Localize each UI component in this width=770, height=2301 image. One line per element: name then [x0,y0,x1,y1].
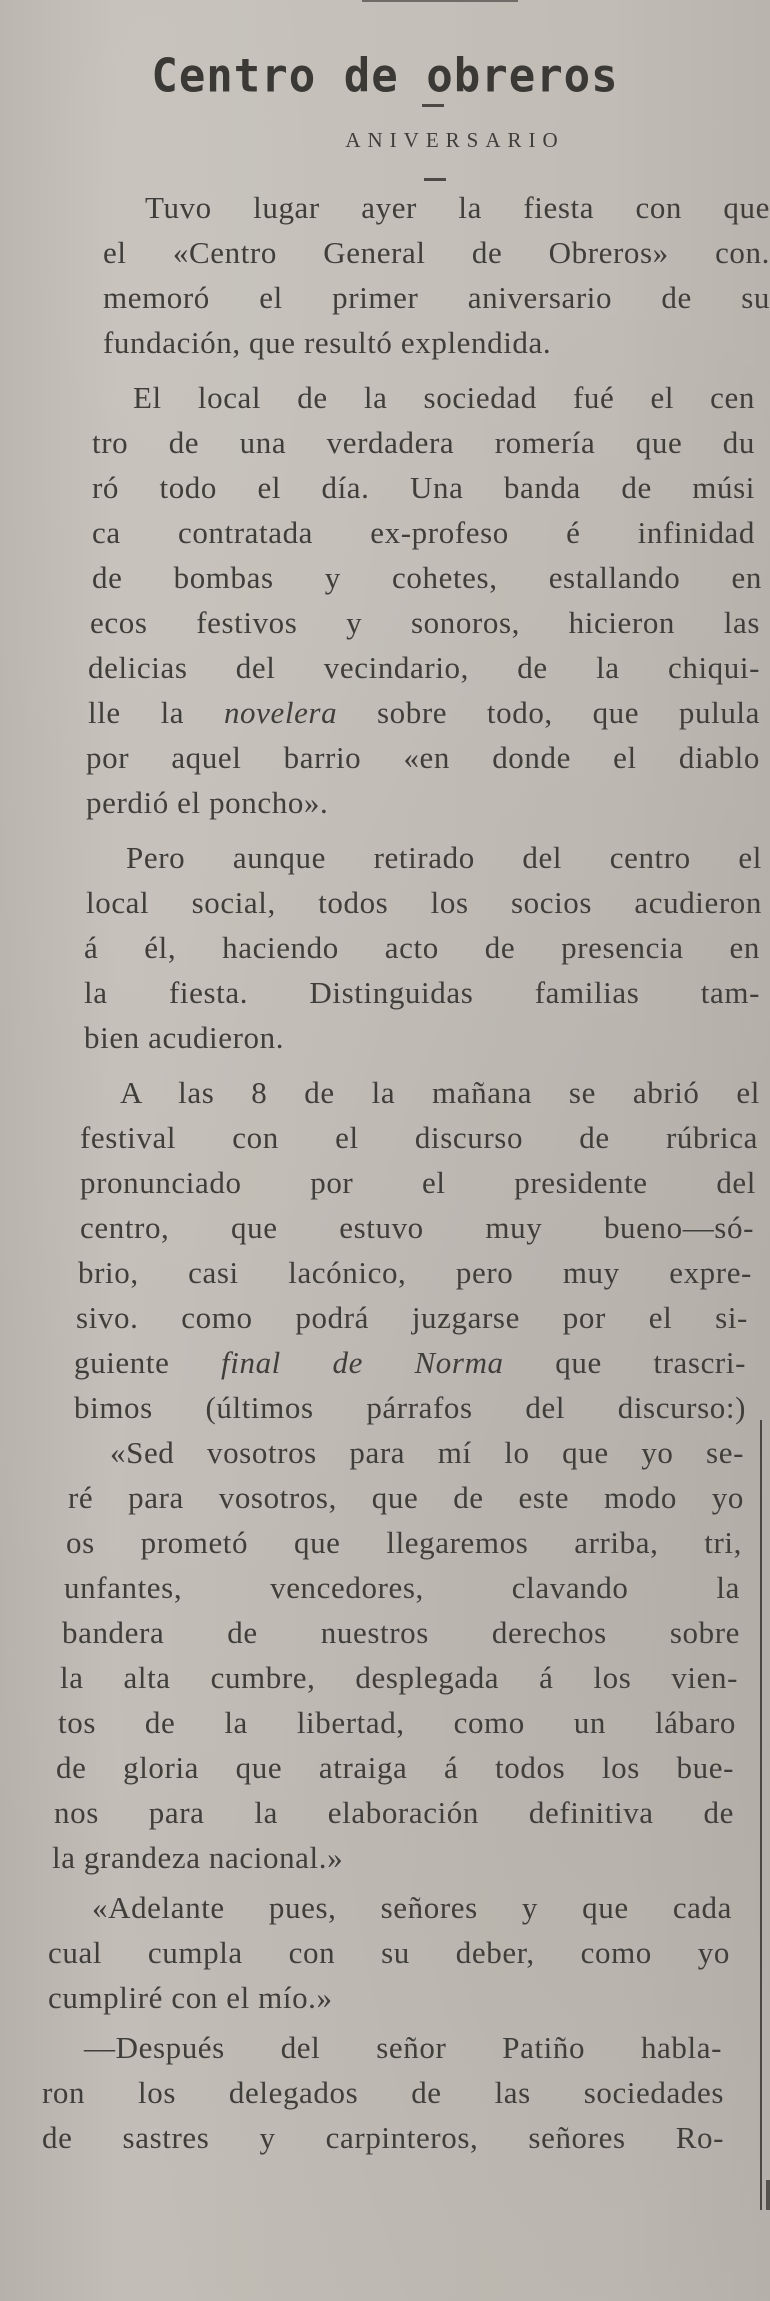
text-line: de bombas y cohetes, estallando en [92,560,762,595]
text-line: ró todo el día. Una banda de músi [92,470,755,505]
text-line: brio, casi lacónico, pero muy expre- [78,1255,752,1290]
text-line: bimos (últimos párrafos del discurso:) [74,1390,746,1425]
text-line: fundación, que resultó explendida. [103,325,552,360]
text-line: á él, haciendo acto de presencia en [84,930,760,965]
text-line: centro, que estuvo muy bueno—só- [80,1210,754,1245]
text-line: la grandeza nacional.» [52,1840,344,1875]
subtitle-dash-divider [424,178,446,181]
text-line: nos para la elaboración definitiva de [54,1795,734,1830]
italic-phrase-final-de-norma: final de Norma [221,1345,504,1380]
text-line: Tuvo lugar ayer la fiesta con que [145,190,770,225]
text-line: —Después del señor Patiño habla- [84,2030,722,2065]
text-line: «Adelante pues, señores y que cada [92,1890,732,1925]
text-line: por aquel barrio «en donde el diablo [86,740,760,775]
text-line: Pero aunque retirado del centro el [126,840,762,875]
text-line: bien acudieron. [84,1020,285,1055]
text-line: ca contratada ex-profeso é infinidad [92,515,755,550]
title-dash-divider [422,104,444,107]
text-line: tro de una verdadera romería que du [92,425,755,460]
article-subtitle: ANIVERSARIO [345,128,565,152]
text-line: cual cumpla con su deber, como yo [48,1935,730,1970]
italic-word-novelera: novelera [223,695,338,730]
text-line: unfantes, vencedores, clavando la [64,1570,740,1605]
text-line: os prometó que llegaremos arriba, tri, [66,1525,742,1560]
text-line: El local de la sociedad fué el cen [133,380,755,415]
text-line: pronunciado por el presidente del [80,1165,756,1200]
text-line: local social, todos los socios acudieron [86,885,762,920]
text-line: «Sed vosotros para mí lo que yo se- [110,1435,744,1470]
text-line: perdió el poncho». [86,785,329,820]
text-line: ré para vosotros, que de este modo yo [68,1480,744,1515]
text-line: bandera de nuestros derechos sobre [62,1615,740,1650]
adjacent-column-fragment [766,2180,770,2210]
text-line-with-italic: guiente final de Norma que trascri- [74,1345,746,1380]
text-line: tos de la libertad, como un lábaro [58,1705,736,1740]
text-line: de gloria que atraiga á todos los bue- [56,1750,734,1785]
text-line: delicias del vecindario, de la chiqui- [88,650,760,685]
text-line: la fiesta. Distinguidas familias tam- [84,975,760,1010]
text-line: ron los delegados de las sociedades [42,2075,724,2110]
text-line: ecos festivos y sonoros, hicieron las [90,605,760,640]
text-line: A las 8 de la mañana se abrió el [120,1075,760,1110]
text-line: memoró el primer aniversario de su [103,280,770,315]
column-divider-rule [760,1420,762,2210]
top-column-rule [362,0,518,2]
text-line: cumpliré con el mío.» [48,1980,333,2015]
text-line-with-italic: lle la novelera sobre todo, que pulula [88,695,760,730]
text-line: la alta cumbre, desplegada á los vien- [60,1660,738,1695]
text-line: de sastres y carpinteros, señores Ro- [42,2120,724,2155]
text-line: el «Centro General de Obreros» con. [103,235,770,270]
article-title: Centro de obreros [151,50,619,104]
text-line: sivo. como podrá juzgarse por el si- [76,1300,748,1335]
text-line: festival con el discurso de rúbrica [80,1120,758,1155]
